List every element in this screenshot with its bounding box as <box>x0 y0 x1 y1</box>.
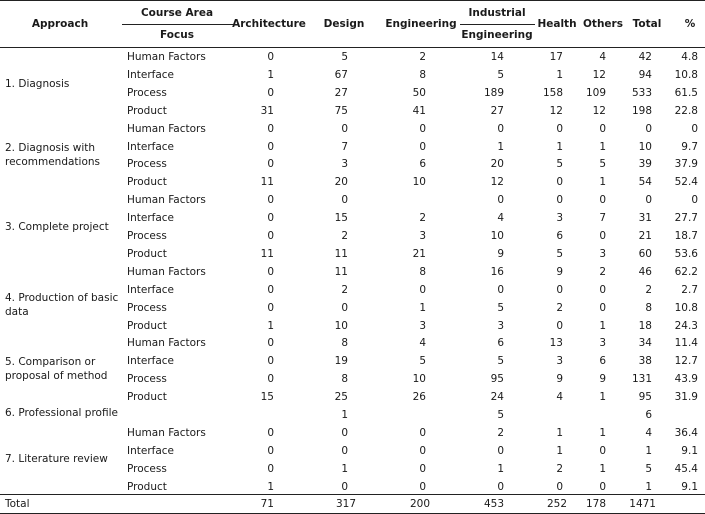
cell-total: 8 <box>645 301 652 314</box>
cell-health: 5 <box>556 158 563 171</box>
cell-health: 2 <box>556 462 563 475</box>
cell-industrial-engineering: 14 <box>490 51 504 63</box>
cell-design: 0 <box>341 426 348 439</box>
cell-engineering: 10 <box>412 176 426 189</box>
total-others: 178 <box>585 498 606 510</box>
cell-others: 0 <box>599 122 606 135</box>
cell-percent: 4.8 <box>681 51 698 63</box>
header-percent: % <box>684 18 696 30</box>
cell-total: 2 <box>645 283 652 296</box>
cell-health: 2 <box>556 301 563 314</box>
cell-total: 39 <box>638 158 652 171</box>
cell-total: 0 <box>645 122 652 135</box>
cell-others: 9 <box>599 373 606 386</box>
cell-health: 5 <box>556 247 563 260</box>
cell-percent: 10.8 <box>674 301 698 314</box>
cell-engineering: 6 <box>419 158 426 171</box>
approach-label: 5. Comparison or proposal of method <box>5 356 108 382</box>
cell-architecture: 0 <box>267 158 274 171</box>
cell-percent: 10.8 <box>674 68 698 81</box>
cell-focus: Product <box>127 319 167 332</box>
cell-design: 0 <box>341 122 348 135</box>
cell-others: 0 <box>599 230 606 242</box>
cell-health: 0 <box>556 194 563 207</box>
cell-others: 0 <box>599 444 606 457</box>
cell-others: 1 <box>599 140 606 153</box>
cell-design: 0 <box>341 480 348 493</box>
cell-architecture: 1 <box>267 319 274 332</box>
cell-design: 11 <box>334 265 348 278</box>
cell-focus: Product <box>127 391 167 404</box>
cell-health: 9 <box>556 265 563 278</box>
header-design: Design <box>323 18 365 30</box>
cell-others: 0 <box>599 283 606 296</box>
cell-design: 3 <box>341 158 348 171</box>
cell-total: 54 <box>638 176 652 189</box>
cell-total: 1 <box>645 444 652 457</box>
cell-others: 12 <box>592 68 606 81</box>
approach-label: 3. Complete project <box>5 221 109 233</box>
cell-total: 0 <box>645 194 652 207</box>
cell-architecture: 0 <box>267 265 274 278</box>
cell-architecture: 0 <box>267 140 274 153</box>
header-focus: Focus <box>160 29 194 41</box>
cell-design: 67 <box>334 68 348 81</box>
header-engineering: Engineering <box>385 18 457 30</box>
cell-health: 1 <box>556 444 563 457</box>
cell-industrial-engineering: 6 <box>497 337 504 350</box>
cell-architecture: 1 <box>267 480 274 493</box>
cell-health: 3 <box>556 355 563 368</box>
cell-percent: 11.4 <box>674 337 698 350</box>
cell-total: 95 <box>638 391 652 404</box>
cell-engineering: 50 <box>412 86 426 99</box>
cell-engineering: 1 <box>419 301 426 314</box>
cell-others: 0 <box>599 480 606 493</box>
cell-focus: Product <box>127 104 167 117</box>
industrial-rule <box>460 24 535 25</box>
cell-health: 1 <box>556 426 563 439</box>
cell-focus: Interface <box>127 283 175 296</box>
cell-architecture: 0 <box>267 355 274 368</box>
cell-industrial-engineering: 20 <box>490 158 504 171</box>
cell-total: 31 <box>638 212 652 225</box>
cell-architecture: 0 <box>267 86 274 99</box>
cell-focus: Human Factors <box>127 194 206 207</box>
cell-percent: 37.9 <box>674 158 698 171</box>
cell-health: 0 <box>556 122 563 135</box>
cell-industrial-engineering: 5 <box>497 409 504 421</box>
cell-health: 12 <box>549 104 563 117</box>
cell-industrial-engineering: 9 <box>497 247 504 260</box>
cell-architecture: 1 <box>267 68 274 81</box>
cell-others: 3 <box>599 337 606 350</box>
cell-others: 0 <box>599 194 606 207</box>
header-approach: Approach <box>31 18 89 30</box>
cell-engineering: 8 <box>419 265 426 278</box>
cell-others: 4 <box>599 51 606 63</box>
cell-others: 5 <box>599 158 606 171</box>
cell-percent: 27.7 <box>674 212 698 225</box>
cell-total: 533 <box>631 86 652 99</box>
total-architecture: 71 <box>260 498 274 510</box>
cell-engineering: 0 <box>419 444 426 457</box>
cell-architecture: 15 <box>260 391 274 404</box>
cell-industrial-engineering: 0 <box>497 480 504 493</box>
cell-design: 1 <box>341 409 348 421</box>
total-industrial-engineering: 453 <box>483 498 504 510</box>
cell-engineering: 2 <box>419 212 426 225</box>
cell-industrial-engineering: 5 <box>497 355 504 368</box>
cell-architecture: 0 <box>267 283 274 296</box>
cell-industrial-engineering: 16 <box>490 265 504 278</box>
top-rule <box>0 0 705 1</box>
header-architecture: Architecture <box>232 18 306 30</box>
cell-architecture: 0 <box>267 373 274 386</box>
cell-architecture: 0 <box>267 462 274 475</box>
cell-architecture: 0 <box>267 194 274 207</box>
cell-architecture: 31 <box>260 104 274 117</box>
cell-industrial-engineering: 12 <box>490 176 504 189</box>
header-others: Others <box>583 18 623 30</box>
cell-health: 17 <box>549 51 563 63</box>
header-health: Health <box>537 18 577 30</box>
cell-focus: Interface <box>127 444 175 457</box>
cell-focus: Process <box>127 301 167 314</box>
cell-industrial-engineering: 10 <box>490 230 504 242</box>
cell-health: 0 <box>556 176 563 189</box>
cell-industrial-engineering: 4 <box>497 212 504 225</box>
cell-focus: Product <box>127 247 167 260</box>
cell-focus: Process <box>127 462 167 475</box>
cell-industrial-engineering: 0 <box>497 122 504 135</box>
cell-percent: 9.7 <box>681 140 698 153</box>
cell-engineering: 5 <box>419 355 426 368</box>
cell-architecture: 0 <box>267 444 274 457</box>
cell-engineering: 0 <box>419 140 426 153</box>
cell-design: 15 <box>334 212 348 225</box>
cell-percent: 43.9 <box>674 373 698 386</box>
cell-design: 11 <box>334 247 348 260</box>
approach-label: 2. Diagnosis with recommendations <box>5 142 100 168</box>
cell-engineering: 4 <box>419 337 426 350</box>
cell-others: 109 <box>585 86 606 99</box>
cell-design: 5 <box>341 51 348 63</box>
cell-total: 38 <box>638 355 652 368</box>
cell-architecture: 0 <box>267 337 274 350</box>
cell-engineering: 3 <box>419 319 426 332</box>
cell-health: 4 <box>556 391 563 404</box>
cell-total: 21 <box>638 230 652 242</box>
total-engineering: 200 <box>409 498 430 510</box>
cell-engineering: 21 <box>412 247 426 260</box>
cell-design: 27 <box>334 86 348 99</box>
cell-health: 0 <box>556 480 563 493</box>
total-health: 252 <box>546 498 567 510</box>
cell-focus: Human Factors <box>127 265 206 278</box>
cell-industrial-engineering: 2 <box>497 426 504 439</box>
cell-industrial-engineering: 0 <box>497 194 504 207</box>
cell-design: 25 <box>334 391 348 404</box>
cell-industrial-engineering: 3 <box>497 319 504 332</box>
cell-focus: Product <box>127 176 167 189</box>
cell-health: 158 <box>542 86 563 99</box>
cell-industrial-engineering: 0 <box>497 444 504 457</box>
approach-label: 1. Diagnosis <box>5 78 70 90</box>
cell-focus: Process <box>127 230 167 242</box>
cell-architecture: 11 <box>260 247 274 260</box>
cell-total: 18 <box>638 319 652 332</box>
cell-total: 4 <box>645 426 652 439</box>
cell-architecture: 0 <box>267 426 274 439</box>
cell-health: 3 <box>556 212 563 225</box>
cell-total: 1 <box>645 480 652 493</box>
cell-others: 1 <box>599 176 606 189</box>
cell-engineering: 2 <box>419 51 426 63</box>
cell-architecture: 0 <box>267 212 274 225</box>
cell-design: 8 <box>341 373 348 386</box>
cell-percent: 24.3 <box>674 319 698 332</box>
cell-design: 10 <box>334 319 348 332</box>
cell-engineering: 0 <box>419 426 426 439</box>
cell-industrial-engineering: 1 <box>497 462 504 475</box>
cell-engineering: 0 <box>419 462 426 475</box>
cell-focus: Process <box>127 86 167 99</box>
cell-focus: Interface <box>127 140 175 153</box>
total-label: Total <box>5 498 30 510</box>
cell-industrial-engineering: 95 <box>490 373 504 386</box>
cell-percent: 22.8 <box>674 104 698 117</box>
cell-health: 6 <box>556 230 563 242</box>
cell-total: 198 <box>631 104 652 117</box>
header-total: Total <box>632 18 662 30</box>
cell-focus: Interface <box>127 68 175 81</box>
cell-percent: 2.7 <box>681 283 698 296</box>
cell-industrial-engineering: 1 <box>497 140 504 153</box>
cell-focus: Interface <box>127 355 175 368</box>
cell-design: 0 <box>341 194 348 207</box>
cell-focus: Process <box>127 158 167 171</box>
cell-others: 6 <box>599 355 606 368</box>
cell-industrial-engineering: 0 <box>497 283 504 296</box>
cell-engineering: 10 <box>412 373 426 386</box>
cell-design: 2 <box>341 230 348 242</box>
cell-industrial-engineering: 5 <box>497 68 504 81</box>
cell-engineering: 8 <box>419 68 426 81</box>
cell-focus: Human Factors <box>127 337 206 350</box>
cell-health: 13 <box>549 337 563 350</box>
cell-focus: Product <box>127 480 167 493</box>
cell-engineering: 0 <box>419 122 426 135</box>
cell-others: 1 <box>599 391 606 404</box>
cell-percent: 9.1 <box>681 444 698 457</box>
cell-design: 7 <box>341 140 348 153</box>
cell-engineering: 0 <box>419 480 426 493</box>
cell-percent: 18.7 <box>674 230 698 242</box>
approach-label: 7. Literature review <box>5 453 108 465</box>
cell-total: 46 <box>638 265 652 278</box>
cell-design: 8 <box>341 337 348 350</box>
cell-focus: Human Factors <box>127 426 206 439</box>
cell-design: 0 <box>341 444 348 457</box>
cell-percent: 0 <box>691 194 698 207</box>
cell-total: 10 <box>638 140 652 153</box>
cell-focus: Process <box>127 373 167 386</box>
cell-others: 12 <box>592 104 606 117</box>
cell-architecture: 0 <box>267 51 274 63</box>
cell-industrial-engineering: 24 <box>490 391 504 404</box>
cell-others: 1 <box>599 426 606 439</box>
cell-percent: 36.4 <box>674 426 698 439</box>
cell-health: 9 <box>556 373 563 386</box>
cell-engineering: 26 <box>412 391 426 404</box>
header-bottom-rule <box>0 47 705 48</box>
cell-total: 131 <box>631 373 652 386</box>
cell-others: 7 <box>599 212 606 225</box>
cell-engineering: 3 <box>419 230 426 242</box>
cell-total: 60 <box>638 247 652 260</box>
cell-total: 42 <box>638 51 652 63</box>
cell-design: 2 <box>341 283 348 296</box>
cell-total: 94 <box>638 68 652 81</box>
cell-others: 3 <box>599 247 606 260</box>
cell-design: 1 <box>341 462 348 475</box>
course-area-rule <box>122 24 234 25</box>
cell-industrial-engineering: 189 <box>483 86 504 99</box>
header-course-area: Course Area <box>140 7 214 19</box>
total-design: 317 <box>335 498 356 510</box>
cell-design: 19 <box>334 355 348 368</box>
cell-health: 1 <box>556 68 563 81</box>
cell-architecture: 11 <box>260 176 274 189</box>
cell-percent: 52.4 <box>674 176 698 189</box>
cell-percent: 45.4 <box>674 462 698 475</box>
cell-engineering: 0 <box>419 283 426 296</box>
header-industrial-bottom: Engineering <box>461 29 533 41</box>
cell-industrial-engineering: 5 <box>497 301 504 314</box>
cell-percent: 53.6 <box>674 247 698 260</box>
cell-architecture: 0 <box>267 301 274 314</box>
cell-architecture: 0 <box>267 230 274 242</box>
cell-focus: Interface <box>127 212 175 225</box>
cell-focus: Human Factors <box>127 122 206 135</box>
approach-label: 6. Professional profile <box>5 407 118 419</box>
cell-percent: 12.7 <box>674 355 698 368</box>
cell-focus: Human Factors <box>127 51 206 63</box>
cell-others: 0 <box>599 301 606 314</box>
cell-design: 20 <box>334 176 348 189</box>
cell-percent: 62.2 <box>674 265 698 278</box>
cell-health: 0 <box>556 319 563 332</box>
total-total: 1471 <box>629 498 656 510</box>
cell-design: 0 <box>341 301 348 314</box>
cell-total: 34 <box>638 337 652 350</box>
cell-percent: 31.9 <box>674 391 698 404</box>
cell-health: 1 <box>556 140 563 153</box>
total-rule <box>0 494 705 495</box>
cell-architecture: 0 <box>267 122 274 135</box>
cell-total: 6 <box>645 409 652 421</box>
cell-design: 75 <box>334 104 348 117</box>
header-industrial-top: Industrial <box>468 7 526 19</box>
cell-industrial-engineering: 27 <box>490 104 504 117</box>
cell-percent: 61.5 <box>674 86 698 99</box>
cell-others: 2 <box>599 265 606 278</box>
approach-label: 4. Production of basic data <box>5 292 119 318</box>
cell-percent: 9.1 <box>681 480 698 493</box>
cell-total: 5 <box>645 462 652 475</box>
cell-others: 1 <box>599 319 606 332</box>
cell-percent: 0 <box>691 122 698 135</box>
cell-engineering: 41 <box>412 104 426 117</box>
cell-others: 1 <box>599 462 606 475</box>
cell-health: 0 <box>556 283 563 296</box>
